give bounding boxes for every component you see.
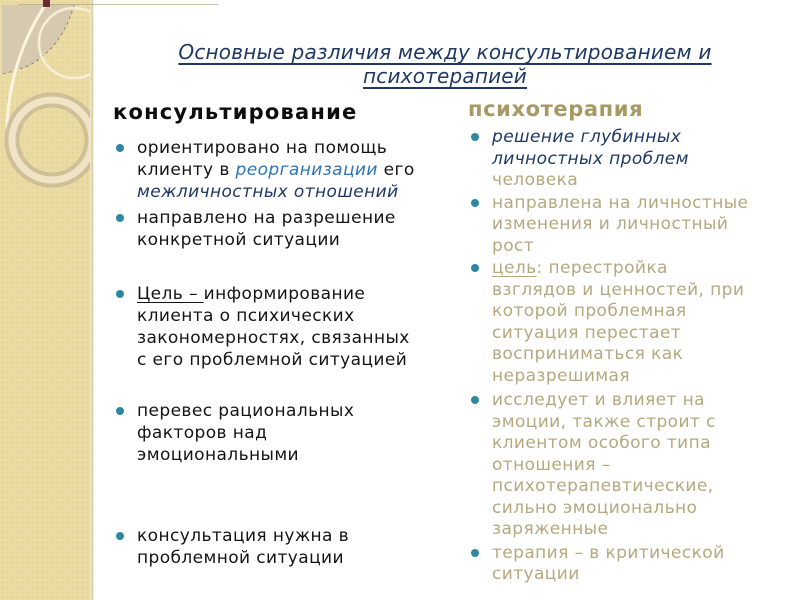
bullet-text	[492, 193, 748, 256]
bullet-item	[113, 400, 415, 466]
bullet-item	[468, 390, 752, 541]
right-column	[468, 97, 760, 586]
bullet-icon	[471, 199, 479, 207]
bullet-icon	[471, 396, 479, 404]
bullet-text	[492, 258, 744, 386]
bullet-text-segment: направлена на личностные изменения и личностный рост	[492, 192, 749, 256]
bullet-icon	[471, 264, 479, 272]
bullet-text	[137, 138, 415, 202]
ring-highlight	[12, 100, 90, 180]
left-column	[113, 100, 425, 569]
maroon-square-icon	[43, 0, 50, 7]
decorative-band	[0, 0, 90, 600]
bullet-text-segment: направлено на разрешение конкретной ситуации	[137, 208, 396, 250]
bullet-item	[113, 283, 415, 371]
bullet-icon	[116, 144, 124, 152]
bullet-item	[468, 543, 752, 586]
bullet-icon	[471, 133, 479, 141]
bullet-text	[137, 401, 354, 465]
bullet-item	[113, 137, 415, 203]
band-ornaments	[0, 0, 90, 600]
bullet-item	[113, 525, 415, 569]
bullet-text-segment: ориентировано на помощь клиенту в	[137, 138, 388, 180]
bullet-item	[468, 258, 752, 387]
bullet-text-segment: его	[377, 160, 415, 180]
bullet-icon	[116, 532, 124, 540]
bullet-text	[492, 543, 725, 585]
bullet-text-segment: перевес рациональных факторов над эмоциональными	[137, 401, 355, 465]
band-edge	[90, 0, 94, 600]
slide-title: Основные различия между консультированием и психотерапией	[178, 40, 712, 88]
bullet-text-segment: информирование клиента о психических закономерностях, связанных с его проблемной ситуацией	[137, 284, 410, 370]
bullet-text-segment: решение глубинных личностных проблем	[492, 127, 689, 169]
bullet-item	[468, 127, 752, 192]
bullet-icon	[116, 214, 124, 222]
left-bullet-list	[113, 137, 425, 569]
bullet-text-segment: реорганизации	[235, 160, 378, 180]
bullet-text	[137, 526, 349, 568]
bullet-icon	[116, 407, 124, 415]
bullet-text-segment: : перестройка взглядов и ценностей, при которой проблемная ситуация перестает восприниматься как неразрешимая	[492, 258, 745, 386]
bullet-text-segment: терапия – в критической ситуации	[492, 542, 725, 584]
bullet-text-segment: исследует и влияет на эмоции, также строит с клиентом особого типа отношения – психотерапевтические, сильно эмоционально заряженные	[492, 390, 716, 539]
bullet-text-segment: цель	[492, 258, 537, 278]
bullet-text	[137, 284, 410, 370]
bullet-text-segment: Цель –	[137, 284, 204, 304]
bullet-item	[468, 193, 752, 258]
bullet-text	[492, 127, 689, 190]
right-bullet-list	[468, 127, 760, 586]
left-column-header: консультирование	[113, 100, 358, 124]
bullet-text	[492, 390, 716, 539]
right-column-header: психотерапия	[468, 97, 644, 121]
bullet-text	[137, 208, 396, 250]
bullet-text-segment: межличностных отношений	[137, 182, 399, 202]
bullet-text-segment: консультация нужна в проблемной ситуации	[137, 526, 350, 568]
bullet-icon	[471, 549, 479, 557]
bullet-text-segment: человека	[492, 170, 579, 190]
bullet-icon	[116, 290, 124, 298]
bullet-item	[113, 207, 415, 251]
